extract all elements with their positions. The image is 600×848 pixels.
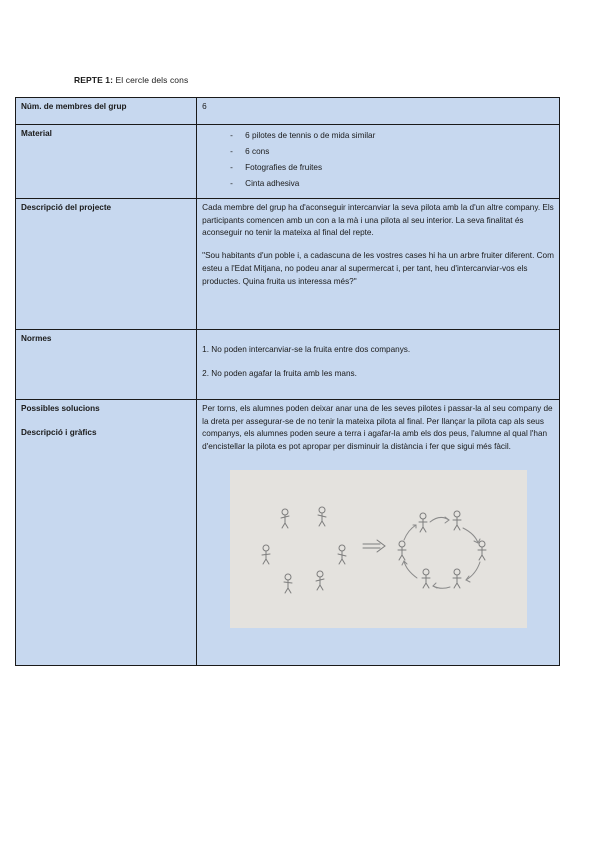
material-cell <box>197 125 560 199</box>
solutions-cell <box>197 400 560 666</box>
description-text: Cada membre del grup ha d'aconseguir intercanviar la seva pilota amb la d'un altre company. Els participants comencen amb un con a la mà i una pilota al seu interior. La seva finalitat és aconseguir no tenir la mateixa al final del repte. <box>202 203 554 238</box>
members-value: 6 <box>197 98 560 125</box>
members-label: Núm. de membres del grup <box>16 98 197 125</box>
row-solutions <box>16 400 560 666</box>
solutions-label: Possibles solucions <box>21 404 100 413</box>
list-item: - Fotografies de fruites <box>230 160 554 176</box>
graphics-label: Descripció i gràfics <box>21 427 97 437</box>
challenge-title <box>74 75 188 85</box>
stick-figure-icon <box>316 571 324 590</box>
row-material <box>16 125 560 199</box>
stick-figure-icon <box>453 569 461 588</box>
challenge-number: REPTE 1: <box>74 75 114 85</box>
row-description <box>16 199 560 330</box>
list-item: - Cinta adhesiva <box>230 176 554 192</box>
stick-figure-icon <box>318 507 326 526</box>
stick-figure-icon <box>398 541 406 560</box>
pass-arrows-icon <box>402 517 480 588</box>
stick-figure-icon <box>422 569 430 588</box>
stick-figure-icon <box>262 545 270 564</box>
solutions-text: Per torns, els alumnes poden deixar anar una de les seves pilotes i passar-la al seu company de la dreta per assegurar-se de no tenir la mateixa pilota al final. Per llançar la pilota cap als seus companys, els alumnes poden seure a terra i agafar-la amb els dos peus, l'alumne al qual l'han d'encistellar la pilota es pot apropar per disminuir la distància i fer que sigui més fàcil. <box>202 404 553 452</box>
solution-sketch <box>230 470 527 628</box>
rules-label: Normes <box>16 330 197 400</box>
challenge-name: El cercle dels cons <box>115 75 189 85</box>
rule-1: 1. No poden intercanviar-se la fruita entre dos companys. <box>202 345 411 354</box>
description-cell <box>197 199 560 330</box>
challenge-table <box>15 97 560 666</box>
description-quote: "Sou habitants d'un poble i, a cadascuna de les vostres cases hi ha un arbre fruiter diferent. Com esteu a l'Edat Mitjana, no podeu anar al supermercat i, per tant, heu d'intercanviar-vos els productes. Quina fruita us interessa més?" <box>202 251 554 286</box>
stick-figure-icon <box>281 509 289 528</box>
material-list <box>202 128 554 192</box>
description-label: Descripció del projecte <box>16 199 197 330</box>
rule-2: 2. No poden agafar la fruita amb les mans. <box>202 368 357 378</box>
material-label: Material <box>16 125 197 199</box>
solutions-label-cell <box>16 400 197 666</box>
stick-figure-icon <box>284 574 292 593</box>
row-rules <box>16 330 560 400</box>
stick-figure-icon <box>478 541 486 560</box>
rules-cell <box>197 330 560 400</box>
list-item: - 6 pilotes de tennis o de mida similar <box>230 128 554 144</box>
stick-figure-icon <box>453 511 461 530</box>
stick-figure-icon <box>338 545 346 564</box>
list-item: - 6 cons <box>230 144 554 160</box>
stick-figure-icon <box>419 513 427 532</box>
row-members <box>16 98 560 125</box>
arrow-right-icon <box>363 540 385 552</box>
